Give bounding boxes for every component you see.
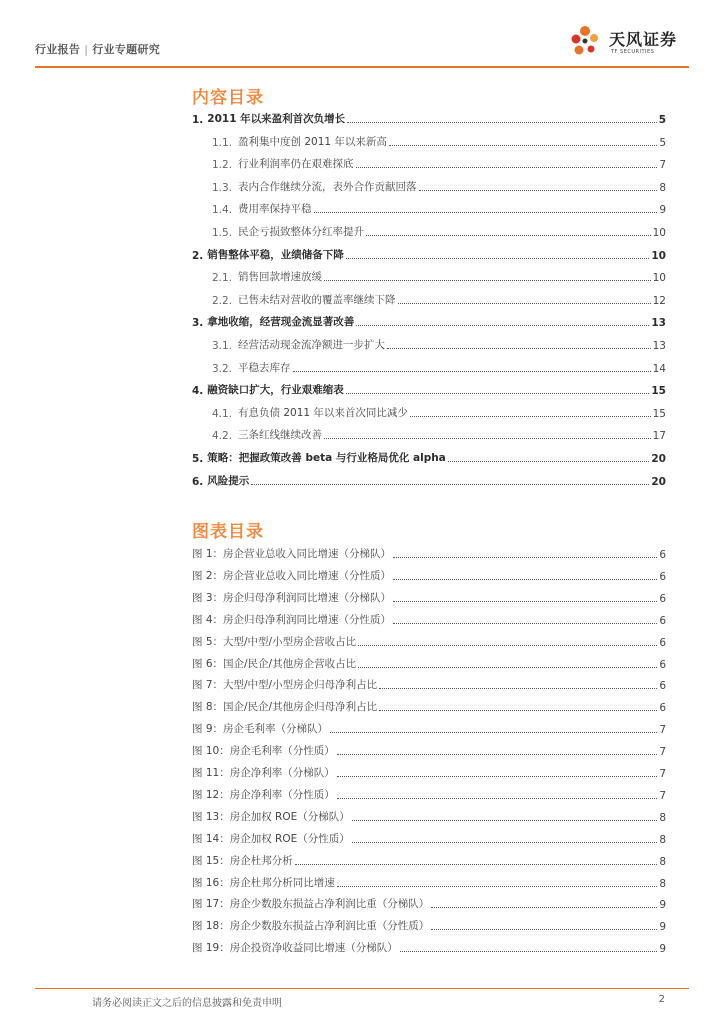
figure-list-entry[interactable]	[192, 874, 666, 890]
header-divider	[35, 66, 689, 68]
figure-entry-label: 图 9：房企毛利率（分梯队）	[192, 723, 329, 736]
figure-entry-page: 6	[659, 614, 666, 627]
dot-leader	[346, 258, 650, 259]
figure-list-entry[interactable]	[192, 742, 666, 758]
toc-entry-page: 12	[652, 294, 666, 307]
figure-entry-page: 9	[659, 921, 666, 934]
logo-company-name: 天风证券	[609, 30, 678, 49]
dot-leader	[295, 864, 658, 865]
figure-entry-label: 图 5：大型/中型/小型房企营收占比	[192, 635, 357, 648]
toc-subsection-entry[interactable]	[192, 200, 666, 216]
figure-entry-label: 图 10：房企毛利率（分性质）	[192, 745, 335, 758]
figure-entry-label: 图 16：房企杜邦分析同比增速	[192, 876, 335, 889]
figure-entry-label: 图 14：房企加权 ROE（分性质）	[192, 832, 350, 845]
figure-entry-label: 图 4：房企归母净利润同比增速（分性质）	[192, 613, 392, 626]
toc-entry-number: 4.1.	[212, 407, 233, 420]
dot-leader	[410, 416, 651, 417]
figure-list-entry[interactable]	[192, 720, 666, 736]
toc-entry-page: 17	[652, 430, 666, 443]
dot-leader	[324, 438, 651, 439]
figure-entry-label: 图 3：房企归母净利润同比增速（分梯队）	[192, 591, 392, 604]
dot-leader	[330, 732, 657, 733]
toc-subsection-entry[interactable]	[192, 268, 666, 284]
figure-list-entry[interactable]	[192, 655, 666, 671]
toc-subsection-entry[interactable]	[192, 178, 666, 194]
figure-entry-label: 图 17：房企少数股东损益占净利润比重（分梯队）	[192, 898, 430, 911]
toc-entry-label: 销售回款增速放缓	[238, 271, 322, 284]
toc-entry-label: 费用率保持平稳	[238, 203, 312, 216]
figure-entry-label: 图 7：大型/中型/小型房企归母净利占比	[192, 679, 378, 692]
figure-entry-label: 图 6：国企/民企/其他房企营收占比	[192, 657, 357, 670]
figure-list-entry[interactable]	[192, 939, 666, 955]
toc-entry-page: 5	[658, 114, 666, 126]
toc-entry-number: 1.3.	[212, 181, 233, 194]
dot-leader	[356, 167, 658, 168]
figure-list-entry[interactable]	[192, 698, 666, 714]
toc-entry-number: 2.2.	[212, 294, 233, 307]
figure-list-entry[interactable]	[192, 633, 666, 649]
toc-entry-page: 15	[651, 385, 666, 398]
toc-section-entry[interactable]	[192, 449, 666, 465]
figure-list-entry[interactable]	[192, 611, 666, 627]
dot-leader	[337, 754, 658, 755]
toc-entry-page: 9	[659, 204, 666, 217]
figure-list-entry[interactable]	[192, 764, 666, 780]
toc-entry-page: 10	[652, 227, 666, 239]
figure-entry-page: 9	[659, 899, 666, 912]
dot-leader	[358, 645, 657, 646]
dot-leader	[337, 798, 658, 799]
dot-leader	[398, 303, 651, 304]
page-number: 2	[658, 994, 665, 1005]
dot-leader	[431, 929, 657, 930]
toc-entry-label: 有息负债 2011 年以来首次同比减少	[238, 406, 408, 419]
figure-list-title: 图表目录	[192, 522, 264, 542]
figure-entry-page: 6	[659, 658, 666, 671]
figure-entry-page: 6	[659, 570, 666, 583]
dot-leader	[352, 820, 658, 821]
dot-leader	[400, 951, 658, 952]
dot-leader	[393, 557, 657, 558]
figure-entry-label: 图 11：房企净利率（分梯队）	[192, 767, 335, 779]
toc-entry-number: 2.1.	[212, 272, 233, 285]
breadcrumb-separator: |	[84, 43, 89, 56]
dot-leader	[337, 886, 658, 887]
toc-section-entry[interactable]	[192, 381, 666, 397]
toc-entry-label: 盈利集中度创 2011 年以来新高	[238, 135, 387, 148]
figure-entry-page: 8	[659, 833, 666, 846]
toc-entry-number: 4.	[192, 385, 204, 398]
toc-entry-label: 风险提示	[207, 474, 250, 487]
toc-entry-number: 2.	[192, 249, 204, 262]
figure-list-entry[interactable]	[192, 545, 666, 561]
toc-entry-page: 10	[652, 272, 666, 285]
dot-leader	[314, 212, 658, 213]
figure-entry-page: 7	[659, 724, 666, 737]
dot-leader	[448, 461, 650, 462]
figure-entry-page: 6	[659, 680, 666, 693]
toc-entry-page: 5	[659, 136, 666, 149]
dot-leader	[251, 484, 649, 485]
logo-flower-icon	[567, 22, 607, 62]
figure-entry-page: 6	[659, 592, 666, 605]
figure-list-entry[interactable]	[192, 567, 666, 583]
figure-list-entry[interactable]	[192, 852, 666, 868]
toc-entry-page: 20	[651, 453, 666, 465]
toc-subsection-entry[interactable]	[192, 133, 666, 149]
dot-leader	[389, 145, 657, 146]
figure-entry-page: 6	[659, 636, 666, 649]
toc-entry-number: 1.5.	[212, 227, 233, 239]
toc-entry-page: 14	[652, 362, 666, 375]
toc-entry-number: 1.	[192, 114, 204, 126]
dot-leader	[379, 710, 657, 711]
toc-entry-page: 10	[651, 249, 666, 262]
dot-leader	[393, 579, 657, 580]
toc-entry-label: 三条红线继续改善	[238, 429, 322, 442]
figure-entry-page: 6	[659, 549, 666, 561]
breadcrumb-report-type: 行业报告	[35, 43, 81, 56]
figure-list-entry[interactable]	[192, 830, 666, 846]
figure-list-entry[interactable]	[192, 786, 666, 802]
toc-entry-label: 行业利润率仍在艰难探底	[238, 158, 354, 171]
breadcrumb-report-category: 行业专题研究	[92, 43, 161, 56]
page-header	[35, 0, 689, 67]
toc-entry-page: 7	[659, 159, 666, 172]
footer-divider	[35, 988, 689, 989]
brand-logo	[567, 22, 689, 62]
toc-entry-number: 1.1.	[212, 136, 233, 149]
figure-list-entry[interactable]	[192, 589, 666, 605]
dot-leader	[393, 601, 657, 602]
dot-leader	[366, 235, 651, 236]
dot-leader	[358, 667, 657, 668]
toc-entry-label: 表内合作继续分流，表外合作贡献回落	[238, 180, 417, 193]
dot-leader	[393, 623, 657, 624]
toc-entry-number: 3.2.	[212, 362, 233, 375]
toc-title: 内容目录	[192, 88, 264, 108]
toc-entry-label: 2011 年以来盈利首次负增长	[207, 113, 346, 125]
figure-list-entry[interactable]	[192, 895, 666, 911]
toc-section-entry[interactable]	[192, 110, 666, 126]
toc-entry-number: 6.	[192, 475, 204, 488]
figure-entry-label: 图 18：房企少数股东损益占净利润比重（分性质）	[192, 920, 430, 933]
toc-section-entry[interactable]	[192, 246, 666, 262]
figure-list-entry[interactable]	[192, 808, 666, 824]
toc-entry-page: 20	[651, 475, 666, 488]
figure-entry-page: 8	[659, 811, 666, 824]
figure-entry-page: 9	[659, 943, 666, 956]
toc-entry-page: 13	[652, 340, 666, 352]
figure-entry-label: 图 1：房企营业总收入同比增速（分梯队）	[192, 548, 392, 560]
figure-entry-page: 7	[659, 746, 666, 759]
figure-list-entry[interactable]	[192, 917, 666, 933]
toc-entry-label: 销售整体平稳，业绩储备下降	[207, 248, 344, 261]
figure-list-entry[interactable]	[192, 676, 666, 692]
toc-entry-number: 5.	[192, 453, 204, 465]
figure-entry-page: 7	[659, 789, 666, 802]
toc-subsection-entry[interactable]	[192, 223, 666, 239]
dot-leader	[293, 371, 651, 372]
dot-leader	[431, 907, 657, 908]
figure-entry-page: 8	[659, 877, 666, 890]
toc-entry-label: 民企亏损致整体分红率提升	[238, 226, 364, 238]
toc-section-entry[interactable]	[192, 472, 666, 488]
dot-leader	[324, 280, 651, 281]
figure-entry-page: 8	[659, 855, 666, 868]
toc-subsection-entry[interactable]	[192, 359, 666, 375]
toc-entry-label: 拿地收缩，经营现金流显著改善	[207, 316, 355, 329]
toc-entry-number: 3.	[192, 317, 204, 330]
dot-leader	[356, 325, 649, 326]
toc-entry-number: 1.4.	[212, 204, 233, 217]
dot-leader	[352, 842, 658, 843]
figure-entry-label: 图 12：房企净利率（分性质）	[192, 788, 335, 801]
logo-company-english: TF SECURITIES	[611, 49, 655, 55]
toc-subsection-entry[interactable]	[192, 426, 666, 442]
toc-entry-number: 3.1.	[212, 340, 233, 352]
dot-leader	[387, 348, 651, 349]
figure-entry-label: 图 19：房企投资净收益同比增速（分梯队）	[192, 942, 398, 955]
toc-entry-label: 平稳去库存	[238, 361, 291, 374]
figure-entry-label: 图 15：房企杜邦分析	[192, 854, 293, 867]
dot-leader	[337, 776, 658, 777]
dot-leader	[379, 688, 657, 689]
figure-entry-label: 图 8：国企/民企/其他房企归母净利占比	[192, 701, 378, 714]
toc-entry-page: 8	[659, 181, 666, 194]
figure-entry-label: 图 2：房企营业总收入同比增速（分性质）	[192, 569, 392, 582]
toc-entry-page: 13	[651, 317, 666, 330]
toc-entry-label: 策略：把握政策改善 beta 与行业格局优化 alpha	[207, 452, 446, 464]
toc-section-entry[interactable]	[192, 313, 666, 329]
dot-leader	[419, 190, 658, 191]
toc-entry-label: 经营活动现金流净额进一步扩大	[238, 339, 385, 351]
dot-leader	[347, 122, 657, 123]
figure-entry-page: 7	[659, 768, 666, 780]
figure-entry-label: 图 13：房企加权 ROE（分梯队）	[192, 810, 350, 823]
toc-entry-page: 15	[652, 407, 666, 420]
toc-entry-label: 已售未结对营收的覆盖率继续下降	[238, 293, 396, 306]
dot-leader	[346, 393, 650, 394]
toc-subsection-entry[interactable]	[192, 155, 666, 171]
figure-entry-page: 6	[659, 702, 666, 715]
breadcrumb	[35, 41, 160, 57]
toc-entry-label: 融资缺口扩大，行业艰难缩表	[207, 384, 344, 397]
toc-subsection-entry[interactable]	[192, 404, 666, 420]
toc-subsection-entry[interactable]	[192, 291, 666, 307]
toc-subsection-entry[interactable]	[192, 336, 666, 352]
footer-disclaimer: 请务必阅读正文之后的信息披露和免责申明	[92, 998, 282, 1009]
toc-entry-number: 1.2.	[212, 159, 233, 172]
toc-entry-number: 4.2.	[212, 430, 233, 443]
